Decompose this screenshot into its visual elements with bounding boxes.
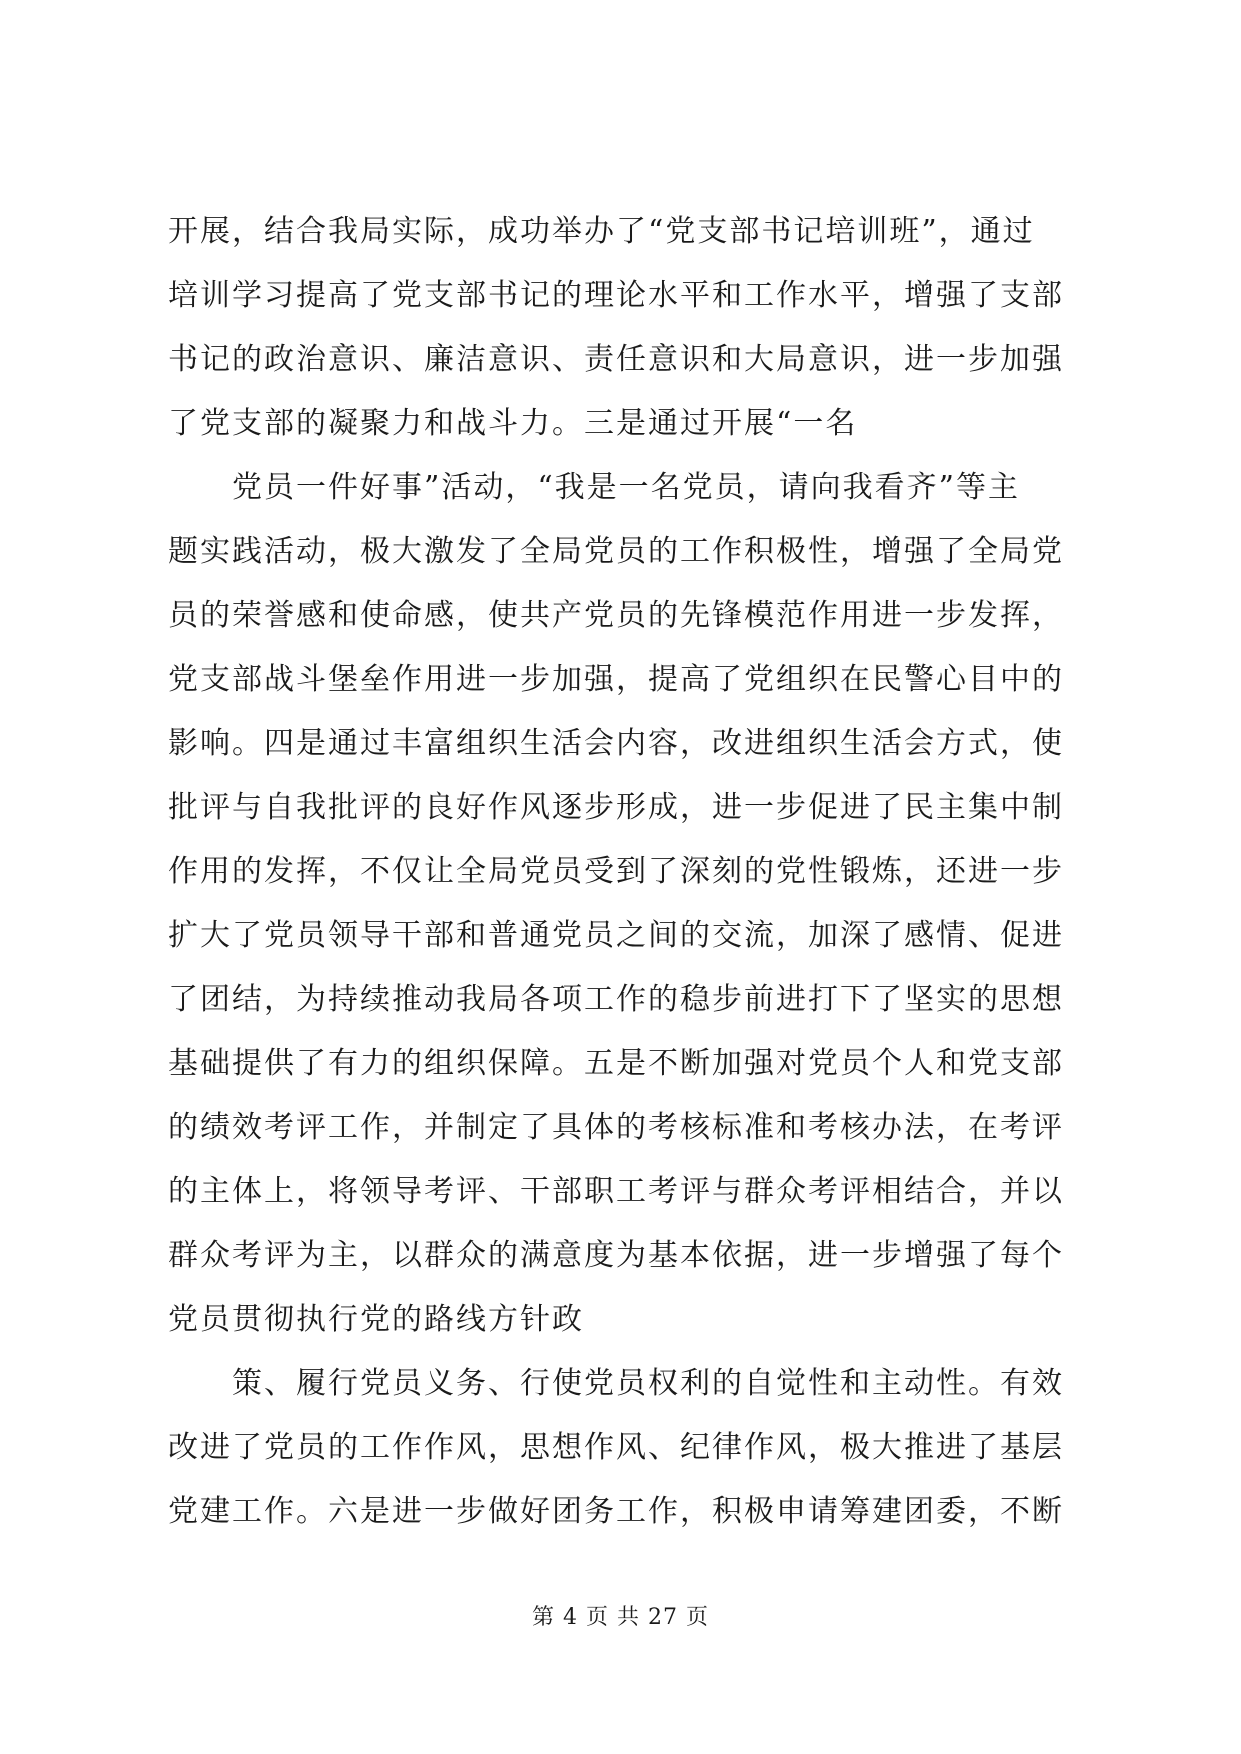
text-line: 的主体上，将领导考评、干部职工考评与群众考评相结合，并以 [168, 1174, 1064, 1209]
text-line: 党员贯彻执行党的路线方针政 [168, 1302, 584, 1337]
text-line: 题实践活动，极大激发了全局党员的工作积极性，增强了全局党 [168, 534, 1064, 569]
text-line: 党支部战斗堡垒作用进一步加强，提高了党组织在民警心目中的 [168, 662, 1064, 697]
text-line: 扩大了党员领导干部和普通党员之间的交流，加深了感情、促进 [168, 918, 1064, 953]
text-line: 改进了党员的工作作风，思想作风、纪律作风，极大推进了基层 [168, 1430, 1064, 1465]
text-line: 了党支部的凝聚力和战斗力。三是通过开展“一名 [168, 406, 858, 441]
text-line: 批评与自我批评的良好作风逐步形成，进一步促进了民主集中制 [168, 790, 1064, 825]
text-line: 了团结，为持续推动我局各项工作的稳步前进打下了坚实的思想 [168, 982, 1064, 1017]
page-number-footer: 第 4 页 共 27 页 [532, 1605, 709, 1630]
text-line: 群众考评为主，以群众的满意度为基本依据，进一步增强了每个 [168, 1238, 1064, 1273]
text-line: 策、履行党员义务、行使党员权利的自觉性和主动性。有效 [232, 1366, 1064, 1401]
text-line: 开展，结合我局实际，成功举办了“党支部书记培训班”，通过 [168, 214, 1035, 249]
text-line: 员的荣誉感和使命感，使共产党员的先锋模范作用进一步发挥， [168, 598, 1064, 633]
text-line: 的绩效考评工作，并制定了具体的考核标准和考核办法，在考评 [168, 1110, 1064, 1145]
text-line: 基础提供了有力的组织保障。五是不断加强对党员个人和党支部 [168, 1046, 1064, 1081]
text-line: 党员一件好事”活动，“我是一名党员，请向我看齐”等主 [232, 470, 1021, 505]
body-text [168, 200, 1078, 1544]
text-line: 影响。四是通过丰富组织生活会内容，改进组织生活会方式，使 [168, 726, 1064, 761]
text-line: 书记的政治意识、廉洁意识、责任意识和大局意识，进一步加强 [168, 342, 1064, 377]
text-line: 培训学习提高了党支部书记的理论水平和工作水平，增强了支部 [168, 278, 1064, 313]
text-line: 党建工作。六是进一步做好团务工作，积极申请筹建团委，不断 [168, 1494, 1064, 1529]
text-line: 作用的发挥，不仅让全局党员受到了深刻的党性锻炼，还进一步 [168, 854, 1064, 889]
